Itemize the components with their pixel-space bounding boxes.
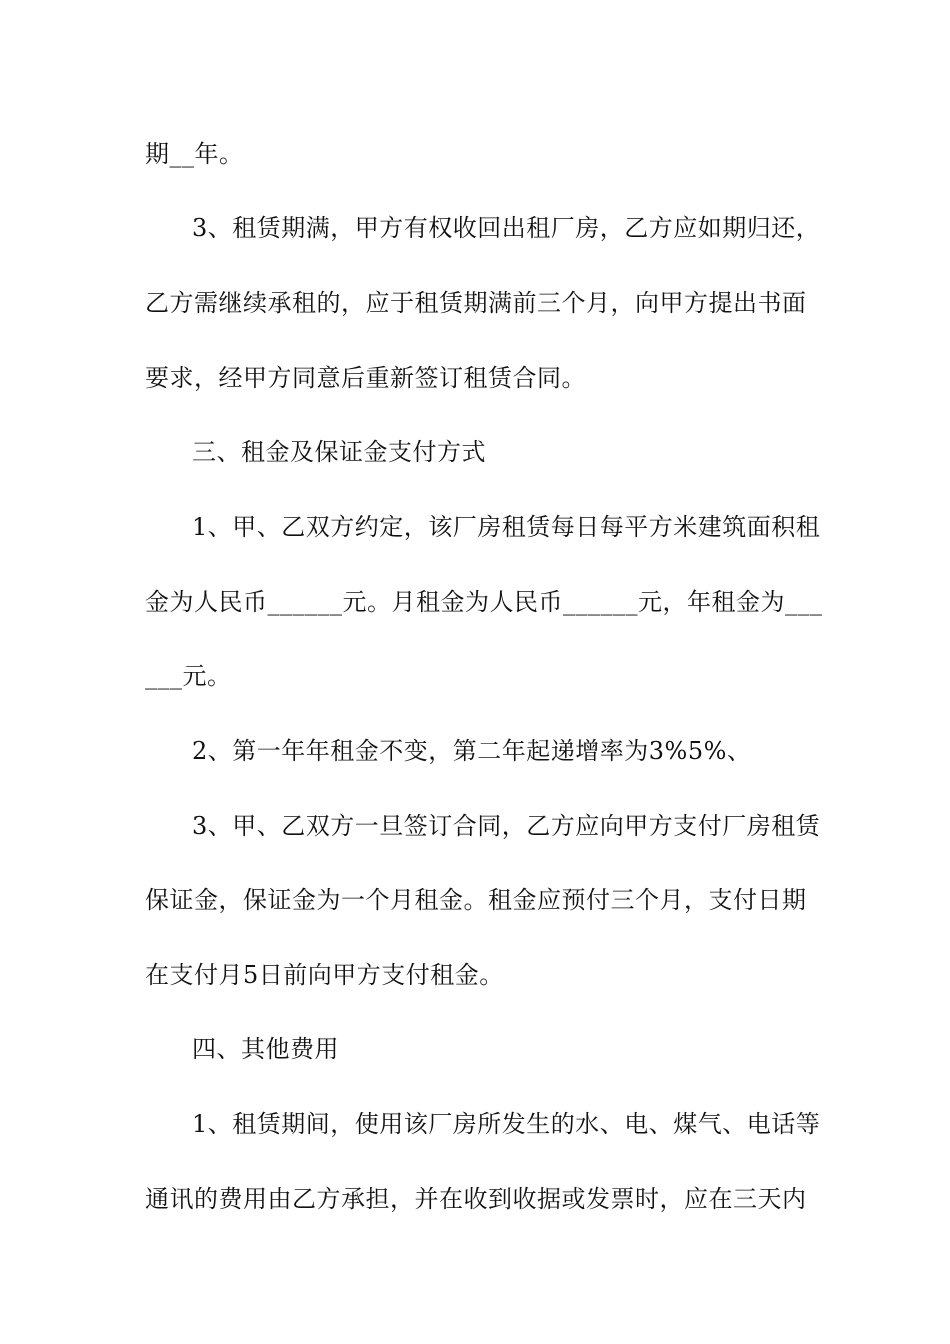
section-heading-other-fees: 四、其他费用	[192, 1035, 339, 1063]
clause-1-utilities: 1、租赁期间，使用该厂房所发生的水、电、煤气、电话等	[192, 1110, 821, 1138]
text-line: 保证金，保证金为一个月租金。租金应预付三个月，支付日期	[145, 886, 807, 914]
clause-3-deposit: 3、甲、乙双方一旦签订合同，乙方应向甲方支付厂房租赁	[192, 812, 821, 840]
text-line: ___元。	[145, 662, 232, 690]
clause-1-rent-rate: 1、甲、乙双方约定，该厂房租赁每日每平方米建筑面积租	[192, 513, 821, 541]
clause-3-term-expiry: 3、租赁期满，甲方有权收回出租厂房，乙方应如期归还，	[192, 214, 821, 242]
text-line: 在支付月5日前向甲方支付租金。	[145, 961, 504, 989]
text-line: 乙方需继续承租的，应于租赁期满前三个月，向甲方提出书面	[145, 289, 807, 317]
section-heading-rent-deposit: 三、租金及保证金支付方式	[192, 438, 486, 466]
text-line: 通讯的费用由乙方承担，并在收到收据或发票时，应在三天内	[145, 1185, 807, 1213]
text-line: 要求，经甲方同意后重新签订租赁合同。	[145, 364, 586, 392]
text-line: 期__年。	[145, 140, 244, 168]
clause-2-rent-increase: 2、第一年年租金不变，第二年起递增率为3%5%、	[192, 737, 752, 765]
text-line: 金为人民币______元。月租金为人民币______元，年租金为___	[145, 588, 823, 616]
